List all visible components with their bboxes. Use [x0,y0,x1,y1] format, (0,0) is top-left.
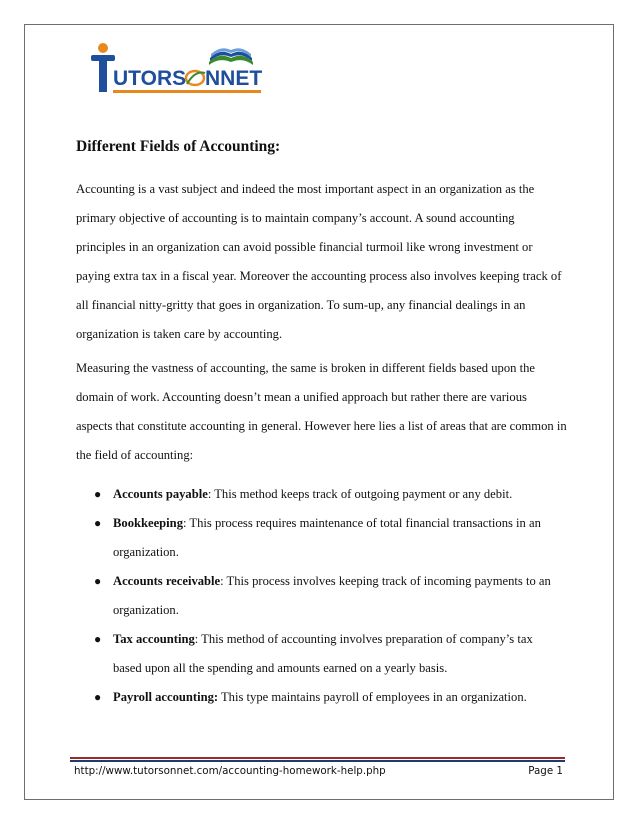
list-item [76,683,576,712]
list-item [76,567,576,625]
list-item-text: organization. [113,545,179,559]
list-item-term: Payroll accounting: [113,690,219,704]
list-item-term: Bookkeeping [113,516,183,530]
paragraph-line: aspects that constitute accounting in general. However here lies a list of areas that are common in [76,419,567,433]
bullet-icon: ● [94,574,102,588]
paragraph-line: primary objective of accounting is to maintain company’s account. A sound accounting [76,211,515,225]
list-item [76,625,576,683]
logo-text-prefix: UTORS [113,67,187,90]
footer-rule-bottom [70,760,565,762]
footer-rule-top [70,757,565,759]
list-item-text: : This method keeps track of outgoing payment or any debit. [207,487,513,501]
logo-text-suffix: NNET [205,67,263,90]
paragraph-line: domain of work. Accounting doesn’t mean a unified approach but rather there are various [76,390,527,404]
paragraph-line: principles in an organization can avoid possible financial turmoil like wrong investment or [76,240,533,254]
list-item-term: Accounts payable [113,487,208,501]
list-item [76,509,576,567]
footer-url-link[interactable]: http://www.tutorsonnet.com/accounting-homework-help.php [74,765,386,777]
accounting-fields-list [76,480,576,712]
list-item-text: : This process requires maintenance of total financial transactions in an [183,516,541,530]
logo-o-swoosh [186,71,205,85]
paragraph-line: the field of accounting: [76,448,194,462]
paragraph-line: organization is taken care by accounting. [76,327,283,341]
paragraph-line: paying extra tax in a fiscal year. Moreover the accounting process also involves keeping track of [76,269,562,283]
logo-figure-head [98,43,108,53]
list-item-text: : This process involves keeping track of incoming payments to an [220,574,551,588]
tutorsonnet-logo [91,40,263,98]
list-item-text: This type maintains payroll of employees in an organization. [218,690,527,704]
page-heading: Different Fields of Accounting: [76,138,281,155]
paragraph-line: Measuring the vastness of accounting, the same is broken in different fields based upon the [76,361,535,375]
list-item-text: : This method of accounting involves preparation of company’s tax [194,632,533,646]
paragraph-1 [76,175,576,349]
bullet-icon: ● [94,690,102,704]
list-item-text: organization. [113,603,179,617]
bullet-icon: ● [94,632,102,646]
logo-underline [113,90,261,93]
footer-page-number: Page 1 [528,765,563,777]
bullet-icon: ● [94,487,102,501]
bullet-icon: ● [94,516,102,530]
list-item-term: Tax accounting [113,632,195,646]
paragraph-line: Accounting is a vast subject and indeed the most important aspect in an organization as the [76,182,535,196]
list-item [76,480,576,509]
logo-figure-body [99,60,107,92]
paragraph-line: all financial nitty-gritty that goes in organization. To sum-up, any financial dealings in an [76,298,526,312]
list-item-term: Accounts receivable [113,574,221,588]
paragraph-2 [76,354,576,470]
list-item-text: based upon all the spending and amounts earned on a yearly basis. [113,661,448,675]
book-icon [209,48,253,65]
